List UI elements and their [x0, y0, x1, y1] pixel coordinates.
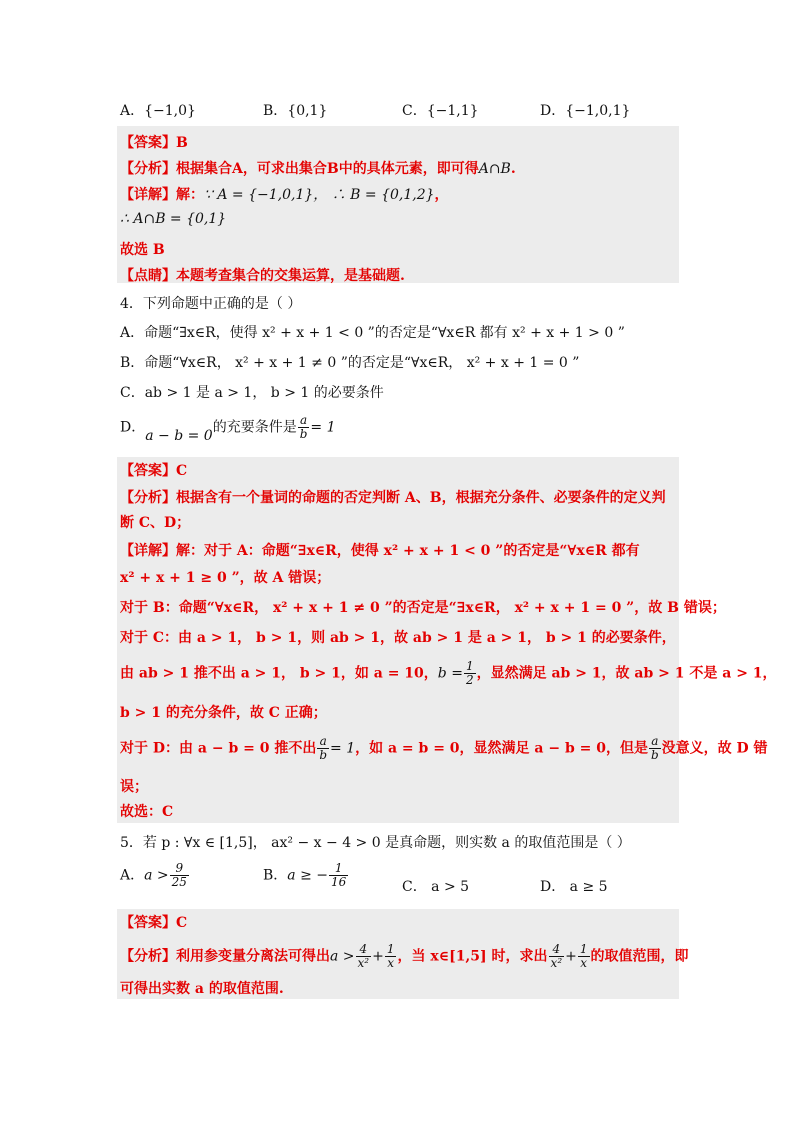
fraction-one-half: $\frac{1}{2}$ — [465, 659, 474, 687]
q4-detail-line3: 对于 B：命题“∀x∈R， x² + x + 1 ≠ 0 ”的否定是“∃x∈R， x² + x + 1 = 0 ”，故 B 错误； — [120, 600, 726, 616]
q5-stem: 5．若 p : ∀x ∈ [1,5]， ax² − x − 4 > 0 是真命题，则实数 a 的取值范围是（ ） — [120, 835, 631, 851]
q3-option-a: A．{−1,0} — [120, 103, 196, 119]
q4-stem: 4．下列命题中正确的是（ ） — [120, 296, 302, 312]
q4-detail-line4: 对于 C：由 a > 1， b > 1，则 ab > 1，故 ab > 1 是 a > 1， b > 1 的必要条件， — [120, 630, 676, 646]
q4-detail-line7: 对于 D：由 a − b = 0 推不出 $\frac{a}{b}$ = 1，如 a = b = 0，显然满足 a − b = 0，但是 $\frac{a}{b}$ 没意义，故 D 错 — [120, 734, 768, 762]
q5-option-c: C． a > 5 — [402, 879, 470, 895]
fraction-four-x2: $\frac{4}{\text{x²}}$ — [357, 942, 370, 970]
q4-option-c: C．ab > 1 是 a > 1， b > 1 的必要条件 — [120, 385, 384, 401]
q5-option-a: A．a > $\frac{9}{25}$ — [120, 861, 187, 889]
q3-detail-result: ∴ A∩B = {0,1} — [120, 211, 227, 227]
q5-option-b: B．a ≥ − $\frac{1}{16}$ — [263, 861, 347, 889]
q5-analysis-line2: 可得出实数 a 的取值范围. — [120, 981, 284, 997]
q4-option-d: D．a − b = 0的充要条件是 $\frac{a}{b}$ = 1 — [120, 413, 336, 444]
q3-comment: 【点睛】本题考查集合的交集运算，是基础题. — [120, 268, 405, 284]
q4-answer: 【答案】C — [120, 463, 188, 479]
fraction-a-over-b-2: $\frac{a}{b}$ — [319, 734, 328, 762]
q4-analysis-line2: 断 C、D； — [120, 515, 191, 531]
q4-detail-line5: 由 ab > 1 推不出 a > 1， b > 1，如 a = 10，b = $\frac{1}{2}$ ，显然满足 ab > 1，故 ab > 1 不是 a > 1， — [120, 659, 777, 687]
q4-analysis-line1: 【分析】根据含有一个量词的命题的否定判断 A、B，根据充分条件、必要条件的定义判 — [120, 490, 666, 506]
q4-detail-line6: b > 1 的充分条件，故 C 正确； — [120, 705, 327, 721]
q4-detail-line2: x² + x + 1 ≥ 0 ”，故 A 错误； — [120, 570, 331, 586]
q4-option-a: A．命题“∃x∈R，使得 x² + x + 1 < 0 ”的否定是“∀x∈R 都有 x² + x + 1 > 0 ” — [120, 325, 625, 341]
fraction-one-16: $\frac{1}{16}$ — [331, 861, 347, 889]
q5-analysis-line1: 【分析】利用参变量分离法可得出a > $\frac{4}{\text{x²}}$ + $\frac{1}{x}$ ，当 x∈[1,5] 时，求出 $\frac{4}{\text{x²}}$ + $\frac{1}{x}$ 的取值范围，即 — [120, 942, 689, 970]
q4-choose: 故选：C — [120, 804, 174, 820]
fraction-four-x2-2: $\frac{4}{\text{x²}}$ — [550, 942, 563, 970]
q4-detail-line8: 误； — [120, 779, 148, 795]
q5-answer: 【答案】C — [120, 915, 188, 931]
q3-detail: 【详解】解：∵ A = {−1,0,1}， ∴ B = {0,1,2}， — [120, 187, 449, 203]
fraction-nine-25: $\frac{9}{25}$ — [171, 861, 187, 889]
fraction-a-over-b: $\frac{a}{b}$ — [299, 413, 308, 441]
q3-solution-block — [117, 126, 679, 283]
q3-choose: 故选 B — [120, 242, 165, 258]
q3-option-d: D．{−1,0,1} — [540, 103, 631, 119]
q3-option-c: C．{−1,1} — [402, 103, 479, 119]
q5-option-d: D． a ≥ 5 — [540, 879, 608, 895]
fraction-a-over-b-3: $\frac{a}{b}$ — [650, 734, 659, 762]
fraction-one-x: $\frac{1}{x}$ — [386, 942, 395, 970]
q3-option-b: B．{0,1} — [263, 103, 328, 119]
q3-answer: 【答案】B — [120, 135, 188, 151]
q4-detail-line1: 【详解】解：对于 A：命题“∃x∈R，使得 x² + x + 1 < 0 ”的否定是“∀x∈R 都有 — [120, 543, 640, 559]
q3-analysis: 【分析】根据集合A，可求出集合B中的具体元素，即可得A∩B. — [120, 161, 516, 177]
fraction-one-x-2: $\frac{1}{x}$ — [579, 942, 588, 970]
q4-option-b: B．命题“∀x∈R， x² + x + 1 ≠ 0 ”的否定是“∀x∈R， x² + x + 1 = 0 ” — [120, 355, 580, 371]
